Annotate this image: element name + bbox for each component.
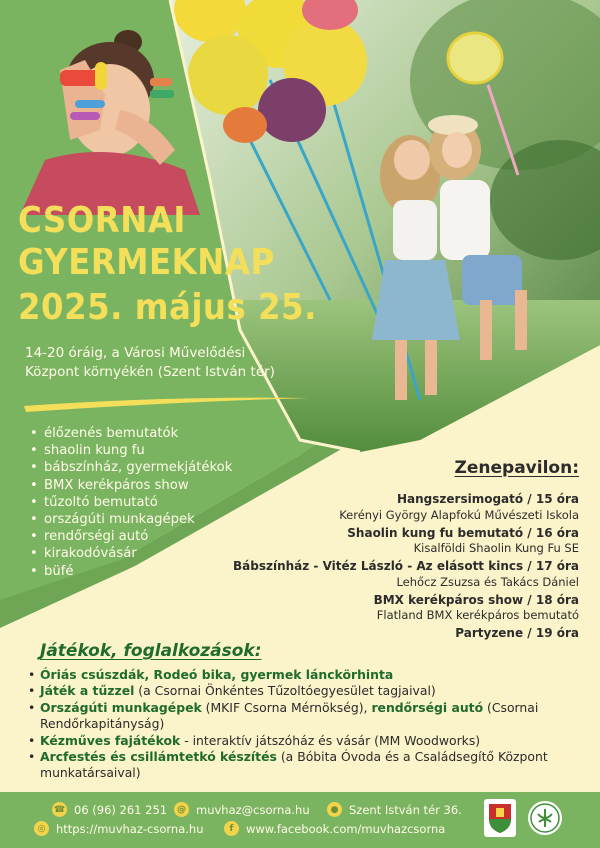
list-item: • rendőrségi autó	[30, 528, 232, 545]
title-line-2: GYERMEKNAP	[18, 242, 275, 283]
facebook-url: www.facebook.com/muvhazcsorna	[246, 821, 446, 836]
stage-event	[233, 526, 579, 557]
contact-phone[interactable]	[52, 802, 167, 817]
cultural-center-logo	[527, 800, 563, 836]
stage-program	[233, 492, 579, 642]
yellow-swoosh-divider	[22, 392, 312, 416]
time-location-line-1: 14-20 óráig, a Városi Művelődési	[25, 345, 246, 361]
list-item: • bábszínház, gyermekjátékok	[30, 459, 232, 476]
list-item: • BMX kerékpáros show	[30, 477, 232, 494]
time-location	[25, 344, 325, 382]
footer	[0, 792, 600, 848]
list-item: • Kézműves fajátékok - interaktív játszóház és vásár (MM Woodworks)	[28, 733, 588, 749]
list-item: • Arcfestés és csillámtetkó készítés (a Bóbita Óvoda és a Családsegítő Központ munkatársaival)	[28, 749, 588, 782]
stage-event	[233, 626, 579, 642]
list-item: • tűzoltó bemutató	[30, 494, 232, 511]
stage-event	[233, 492, 579, 523]
list-item: • kirakodóvásár	[30, 545, 232, 562]
stage-event-performer: Lehőcz Zsuzsa és Takács Dániel	[396, 574, 579, 589]
list-item: • Óriás csúszdák, Rodeó bika, gyermek lánckörhinta	[28, 667, 588, 683]
painted-hand-girl	[0, 0, 230, 215]
event-date: 2025. május 25.	[18, 287, 317, 328]
street-address: Szent István tér 36.	[349, 802, 462, 817]
list-item: • Játék a tűzzel (a Csornai Önkéntes Tűzoltóegyesület tagjaival)	[28, 683, 588, 699]
stage-event-performer: Kisalföldi Shaolin Kung Fu SE	[413, 541, 579, 555]
facebook-icon: f	[224, 821, 239, 836]
games-list	[28, 667, 588, 782]
stage-event-title: Shaolin kung fu bemutató / 16 óra	[347, 525, 579, 540]
stage-event	[233, 593, 579, 624]
stage-event	[233, 559, 579, 590]
contact-email[interactable]	[174, 802, 310, 817]
stage-event-title: BMX kerékpáros show / 18 óra	[373, 592, 579, 607]
stage-event-title: Partyzene / 19 óra	[455, 626, 579, 640]
contact-address	[327, 802, 462, 817]
location-pin-icon: ●	[327, 802, 342, 817]
city-crest-logo	[484, 799, 516, 837]
phone-number: 06 (96) 261 251	[74, 802, 168, 817]
email-address: muvhaz@csorna.hu	[196, 802, 310, 817]
at-sign-icon: @	[174, 802, 189, 817]
time-location-line-2: Központ környékén (Szent István tér)	[25, 364, 275, 380]
list-item: • shaolin kung fu	[30, 442, 232, 459]
list-item: • büfé	[30, 563, 232, 580]
phone-icon: ☎	[52, 802, 67, 817]
title-line-1: CSORNAI	[18, 200, 186, 241]
stage-event-title: Bábszínház - Vitéz László - Az elásott kincs / 17 óra	[233, 559, 579, 573]
stage-title: Zenepavilon:	[454, 458, 579, 478]
stage-event-title: Hangszersimogató / 15 óra	[396, 492, 579, 506]
activities-list	[30, 425, 232, 580]
list-item: • országúti munkagépek	[30, 511, 232, 528]
contact-website[interactable]	[34, 821, 203, 836]
globe-icon: ◎	[34, 821, 49, 836]
contact-facebook[interactable]	[224, 821, 445, 836]
stage-event-performer: Kerényi György Alapfokú Művészeti Iskola	[339, 507, 579, 522]
list-item: • Országúti munkagépek (MKIF Csorna Mérnökség), rendőrségi autó (Csornai Rendőrkapitányság)	[28, 700, 588, 733]
stage-event-performer: Flatland BMX kerékpáros bemutató	[376, 608, 579, 622]
website-url: https://muvhaz-csorna.hu	[56, 821, 204, 836]
games-title: Játékok, foglalkozások:	[40, 641, 262, 661]
list-item: • élőzenés bemutatók	[30, 425, 232, 442]
